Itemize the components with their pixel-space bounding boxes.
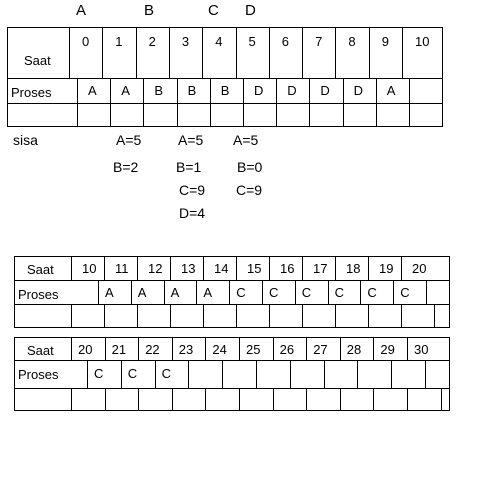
hour-cell: 2 xyxy=(136,28,169,78)
process-cell xyxy=(357,360,391,388)
hour-cell: 4 xyxy=(202,28,235,78)
process-cell: A xyxy=(376,78,409,103)
grid-line xyxy=(104,304,105,327)
grid-line xyxy=(143,103,144,126)
process-cell: A xyxy=(77,78,110,103)
grid-line xyxy=(434,304,435,327)
process-cell: C xyxy=(295,280,328,304)
process-cell xyxy=(256,360,290,388)
grid-line xyxy=(373,388,374,410)
grid-line xyxy=(269,304,270,327)
grid-line xyxy=(306,388,307,410)
arrival-label-d: D xyxy=(245,2,256,19)
process-cell xyxy=(290,360,324,388)
process-cell xyxy=(188,360,222,388)
process-cell: A xyxy=(196,280,229,304)
grid-line xyxy=(177,103,178,126)
grid-line xyxy=(170,304,171,327)
hour-cell: 16 xyxy=(269,257,302,280)
grid-line xyxy=(441,388,442,410)
gantt-table-2 xyxy=(14,256,450,328)
process-cell: C xyxy=(155,360,189,388)
process-cell: C xyxy=(121,360,155,388)
hour-cell: 19 xyxy=(368,257,401,280)
sisa-note: C=9 xyxy=(236,182,263,198)
sisa-note: A=5 xyxy=(116,132,142,148)
table1-hour-label: Saat xyxy=(24,53,51,68)
grid-line xyxy=(243,103,244,126)
grid-line xyxy=(276,103,277,126)
grid-line xyxy=(239,388,240,410)
grid-line xyxy=(302,304,303,327)
table3-hour-label: Saat xyxy=(27,343,54,358)
process-cell: D xyxy=(276,78,309,103)
table2-divider xyxy=(15,304,449,305)
hour-cell: 28 xyxy=(340,338,374,360)
table3-divider xyxy=(15,388,449,389)
grid-line xyxy=(210,103,211,126)
hour-cell: 10 xyxy=(71,257,104,280)
grid-line xyxy=(368,304,369,327)
sisa-note: A=5 xyxy=(178,132,204,148)
gantt-table-1 xyxy=(7,27,443,127)
hour-cell: 17 xyxy=(302,257,335,280)
hour-cell: 10 xyxy=(402,28,435,78)
arrival-label-c: C xyxy=(208,2,219,19)
hour-cell: 12 xyxy=(137,257,170,280)
grid-line xyxy=(110,103,111,126)
process-cell: B xyxy=(177,78,210,103)
gantt-table-3 xyxy=(14,337,450,411)
process-cell xyxy=(426,280,459,304)
hour-cell: 24 xyxy=(205,338,239,360)
sisa-note: C=9 xyxy=(179,182,206,198)
sisa-label: sisa xyxy=(13,132,38,148)
hour-cell: 6 xyxy=(269,28,302,78)
hour-cell: 3 xyxy=(169,28,202,78)
hour-cell: 29 xyxy=(373,338,407,360)
hour-cell: 1 xyxy=(102,28,135,78)
process-cell: D xyxy=(309,78,342,103)
grid-line xyxy=(340,388,341,410)
process-cell xyxy=(324,360,358,388)
hour-cell: 21 xyxy=(105,338,139,360)
grid-line xyxy=(309,103,310,126)
arrival-label-b: B xyxy=(144,2,155,19)
grid-line xyxy=(138,388,139,410)
hour-cell: 27 xyxy=(306,338,340,360)
process-cell: C xyxy=(87,360,121,388)
process-cell: A xyxy=(98,280,131,304)
hour-cell: 7 xyxy=(302,28,335,78)
process-cell xyxy=(425,360,459,388)
process-cell: C xyxy=(393,280,426,304)
hour-cell: 30 xyxy=(407,338,441,360)
grid-line xyxy=(205,388,206,410)
process-cell: B xyxy=(210,78,243,103)
grid-line xyxy=(203,304,204,327)
process-cell: D xyxy=(243,78,276,103)
grid-line xyxy=(137,304,138,327)
grid-line xyxy=(71,388,72,410)
hour-cell: 0 xyxy=(69,28,102,78)
hour-cell: 18 xyxy=(335,257,368,280)
grid-line xyxy=(273,388,274,410)
hour-cell: 9 xyxy=(369,28,402,78)
process-cell: A xyxy=(131,280,164,304)
process-cell xyxy=(442,78,475,103)
hour-cell: 23 xyxy=(172,338,206,360)
table2-hour-label: Saat xyxy=(27,262,54,277)
hour-cell: 11 xyxy=(104,257,137,280)
grid-line xyxy=(172,388,173,410)
grid-line xyxy=(236,304,237,327)
hour-cell: 13 xyxy=(170,257,203,280)
sisa-note: B=0 xyxy=(237,159,263,175)
process-cell xyxy=(391,360,425,388)
process-cell xyxy=(409,78,442,103)
grid-line xyxy=(442,103,443,126)
hour-cell: 20 xyxy=(401,257,434,280)
grid-line xyxy=(343,103,344,126)
hour-cell: 25 xyxy=(239,338,273,360)
hour-cell: 22 xyxy=(138,338,172,360)
hour-cell: 26 xyxy=(273,338,307,360)
hour-cell: 14 xyxy=(203,257,236,280)
grid-line xyxy=(407,388,408,410)
process-cell: C xyxy=(262,280,295,304)
hour-cell: 20 xyxy=(71,338,105,360)
grid-line xyxy=(401,304,402,327)
sisa-note: A=5 xyxy=(233,132,259,148)
grid-line xyxy=(335,304,336,327)
process-cell: D xyxy=(343,78,376,103)
process-cell: B xyxy=(143,78,176,103)
table3-process-label: Proses xyxy=(18,367,59,382)
hour-cell: 5 xyxy=(236,28,269,78)
hour-cell: 8 xyxy=(335,28,368,78)
grid-line xyxy=(105,388,106,410)
grid-line xyxy=(376,103,377,126)
grid-line xyxy=(71,304,72,327)
hour-cell: 15 xyxy=(236,257,269,280)
process-cell: C xyxy=(229,280,262,304)
process-cell: C xyxy=(360,280,393,304)
sisa-note: B=2 xyxy=(113,159,139,175)
table2-process-label: Proses xyxy=(18,287,59,302)
table1-process-label: Proses xyxy=(11,85,52,100)
grid-line xyxy=(409,103,410,126)
sisa-note: B=1 xyxy=(176,159,202,175)
process-cell: C xyxy=(328,280,361,304)
process-cell: A xyxy=(110,78,143,103)
arrival-label-a: A xyxy=(76,2,87,19)
table1-divider xyxy=(8,103,442,104)
process-cell: A xyxy=(164,280,197,304)
grid-line xyxy=(77,103,78,126)
process-cell xyxy=(222,360,256,388)
sisa-note: D=4 xyxy=(179,205,206,221)
